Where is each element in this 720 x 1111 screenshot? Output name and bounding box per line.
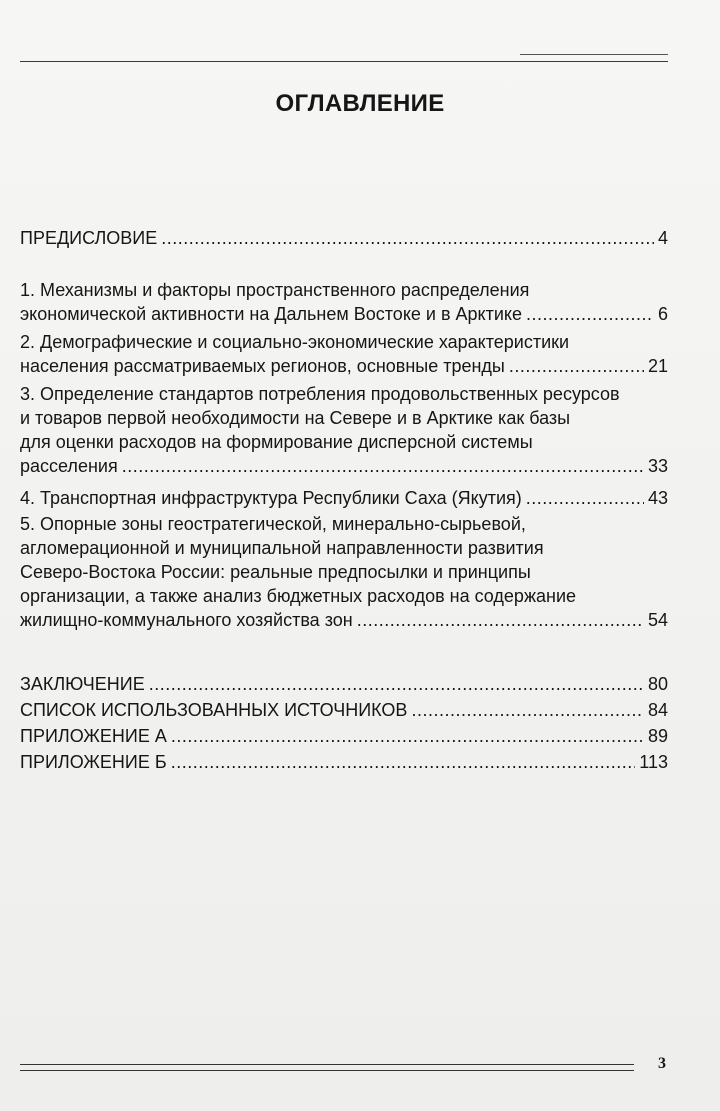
toc-entry-title-line: Северо-Востока России: реальные предпосылки и принципы bbox=[20, 562, 531, 582]
dot-leader bbox=[357, 608, 644, 632]
footer-rule bbox=[20, 1064, 634, 1065]
toc-entry-page: 21 bbox=[647, 356, 668, 376]
toc-entry-title: СПИСОК ИСПОЛЬЗОВАННЫХ ИСТОЧНИКОВ bbox=[20, 700, 408, 720]
toc-entry-page: 43 bbox=[647, 488, 668, 508]
toc-entry-chapter-1[interactable] bbox=[20, 278, 668, 326]
toc-entry-title-line: 1. Механизмы и факторы пространственного распределения bbox=[20, 280, 530, 300]
toc-entry-title-line: и товаров первой необходимости на Севере и в Арктике как базы bbox=[20, 408, 571, 428]
dot-leader bbox=[161, 226, 654, 250]
toc-entry-appendix-a[interactable] bbox=[20, 724, 668, 748]
toc-entry-preface[interactable] bbox=[20, 226, 668, 250]
footer-rule bbox=[20, 1070, 634, 1071]
page-title: ОГЛАВЛЕНИЕ bbox=[275, 90, 445, 117]
toc-entry-title-line: 3. Определение стандартов потребления продовольственных ресурсов bbox=[20, 384, 620, 404]
toc-entry-references[interactable] bbox=[20, 698, 668, 722]
toc-entry-page: 6 bbox=[657, 304, 668, 324]
header-rule bbox=[20, 61, 668, 62]
toc-entry-title-line: агломерационной и муниципальной направленности развития bbox=[20, 538, 544, 558]
toc-entry-title-line: расселения bbox=[20, 456, 118, 476]
toc-entry-chapter-2[interactable] bbox=[20, 330, 668, 378]
page-number: 3 bbox=[658, 1055, 666, 1072]
toc-entry-title: ПРИЛОЖЕНИЕ Б bbox=[20, 752, 167, 772]
dot-leader bbox=[411, 698, 644, 722]
toc-entry-chapter-4[interactable] bbox=[20, 486, 668, 510]
toc-entry-page: 4 bbox=[657, 228, 668, 248]
toc-entry-chapter-3[interactable] bbox=[20, 382, 668, 478]
dot-leader bbox=[526, 486, 644, 510]
toc-entry-appendix-b[interactable] bbox=[20, 750, 668, 774]
toc-entry-page: 80 bbox=[647, 674, 668, 694]
toc-entry-title: ЗАКЛЮЧЕНИЕ bbox=[20, 674, 145, 694]
toc-entry-page: 89 bbox=[647, 726, 668, 746]
toc-entry-title-line: экономической активности на Дальнем Востоке и в Арктике bbox=[20, 304, 523, 324]
toc-entry-title-line: организации, а также анализ бюджетных расходов на содержание bbox=[20, 586, 577, 606]
toc-entry-title-line: населения рассматриваемых регионов, основные тренды bbox=[20, 356, 505, 376]
dot-leader bbox=[171, 724, 644, 748]
toc-entry-chapter-5[interactable] bbox=[20, 512, 668, 632]
toc-entry-title-line: 5. Опорные зоны геостратегической, минерально-сырьевой, bbox=[20, 514, 526, 534]
toc-entry-title-line: 2. Демографические и социально-экономические характеристики bbox=[20, 332, 570, 352]
toc-entry-title: ПРИЛОЖЕНИЕ А bbox=[20, 726, 167, 746]
toc-entry-title-line: жилищно-коммунального хозяйства зон bbox=[20, 610, 353, 630]
dot-leader bbox=[509, 354, 644, 378]
toc-entry-conclusion[interactable] bbox=[20, 672, 668, 696]
toc-entry-title: 4. Транспортная инфраструктура Республики Саха (Якутия) bbox=[20, 488, 522, 508]
toc-entry-page: 54 bbox=[647, 610, 668, 630]
header-rule-short bbox=[520, 54, 668, 55]
dot-leader bbox=[149, 672, 644, 696]
toc-entry-page: 84 bbox=[647, 700, 668, 720]
dot-leader bbox=[171, 750, 636, 774]
toc-entry-page: 113 bbox=[639, 752, 668, 772]
toc-entry-title-line: для оценки расходов на формирование дисперсной системы bbox=[20, 432, 533, 452]
toc-entry-page: 33 bbox=[647, 456, 668, 476]
toc-entry-title: ПРЕДИСЛОВИЕ bbox=[20, 228, 158, 248]
dot-leader bbox=[526, 302, 654, 326]
dot-leader bbox=[122, 454, 644, 478]
